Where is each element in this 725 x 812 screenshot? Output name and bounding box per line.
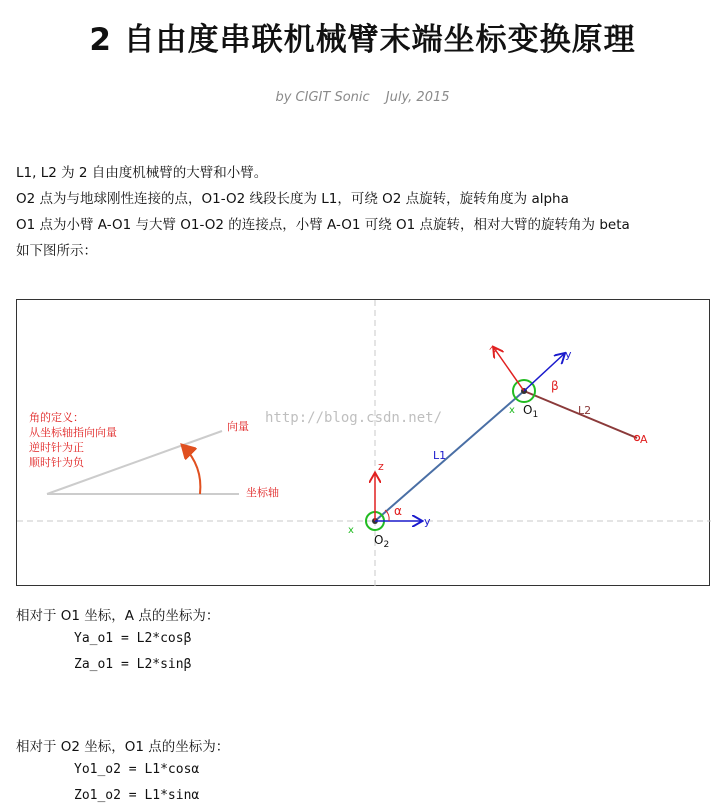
formula-ya: Ya_o1 = L2*cosβ — [74, 631, 192, 646]
l2-label: L2 — [578, 404, 592, 417]
section-o2-heading: 相对于 O2 坐标，O1 点的坐标为： — [16, 739, 230, 755]
l1-label: L1 — [433, 449, 447, 462]
page-title: 2 自由度串联机械臂末端坐标变换原理 — [89, 22, 636, 58]
author: by CIGIT Sonic — [275, 90, 370, 105]
intro-line: O2 点为与地球刚性连接的点，O1-O2 线段长度为 L1，可绕 O2 点旋转，旋转角度为 alpha — [16, 191, 569, 207]
date: July, 2015 — [385, 90, 450, 105]
intro-line: L1, L2 为 2 自由度机械臂的大臂和小臂。 — [16, 165, 268, 181]
angle-def-line: 从坐标轴指向向量 — [29, 426, 117, 439]
formula-zo1: Zo1_o2 = L1*sinα — [74, 788, 200, 803]
intro-line: 如下图所示： — [16, 243, 97, 259]
formula-za: Za_o1 = L2*sinβ — [74, 657, 192, 672]
section-o1-heading: 相对于 O1 坐标，A 点的坐标为： — [16, 608, 220, 624]
o2-label: $O_2$ — [374, 533, 390, 550]
o1-z-axis — [494, 348, 524, 391]
arm-diagram — [16, 299, 710, 586]
angle-arc-arrow — [183, 446, 200, 494]
intro-text — [16, 160, 716, 264]
angle-def-line: 逆时针为正 — [29, 441, 84, 454]
o2-y-label: y — [424, 515, 431, 528]
arm-diagram-svg — [17, 300, 711, 587]
formula-yo1: Yo1_o2 = L1*cosα — [74, 762, 200, 777]
beta-label: β — [551, 379, 559, 393]
alpha-label: α — [394, 504, 402, 518]
byline — [0, 90, 725, 105]
o2-z-label: z — [378, 460, 384, 473]
angle-def-line: 角的定义： — [29, 411, 84, 424]
watermark: http://blog.csdn.net/ — [265, 410, 443, 426]
point-a-label: A — [640, 433, 648, 446]
o1-label: $O_1$ — [523, 403, 539, 420]
intro-line: O1 点为小臂 A-O1 与大臂 O1-O2 的连接点，小臂 A-O1 可绕 O1 点旋转，相对大臂的旋转角为 beta — [16, 217, 630, 233]
o2-x-label: x — [348, 525, 354, 536]
o1-z-label: z — [485, 342, 500, 356]
vector-label: 向量 — [227, 420, 249, 433]
angle-def-line: 顺时针为负 — [29, 456, 84, 469]
o1-y-label: y — [565, 348, 572, 361]
o1-x-label: x — [509, 405, 515, 416]
axis-label: 坐标轴 — [246, 486, 279, 499]
